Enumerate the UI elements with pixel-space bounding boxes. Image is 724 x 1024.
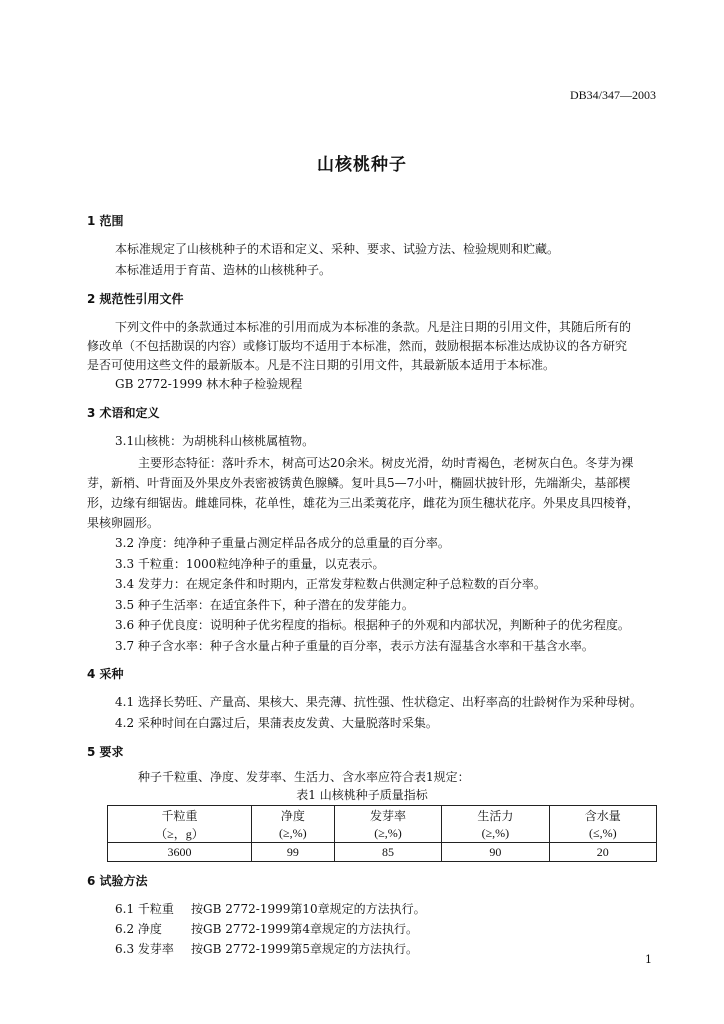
method-6-3-label: 6.3 发芽率 — [115, 942, 174, 956]
table-unit-cell: (≤,%) — [549, 824, 656, 843]
method-6-2 — [115, 920, 418, 937]
table-unit-cell: (≥,%) — [334, 824, 441, 843]
method-6-2-label: 6.2 净度 — [115, 922, 162, 936]
definition-3-7: 3.7 种子含水率：种子含水量占种子重量的百分率，表示方法有湿基含水率和干基含水率。 — [115, 639, 594, 653]
definition-3-1-morphology-line-3: 形，边缘有细锯齿。雌雄同株，花单性，雄花为三出柔荑花序，雌花为顶生穗状花序。外果皮具四棱脊， — [87, 496, 640, 510]
section-1-paragraph-1: 本标准规定了山核桃种子的术语和定义、采种、要求、试验方法、检验规则和贮藏。 — [115, 242, 560, 256]
item-4-1: 4.1 选择长势旺、产量高、果核大、果壳薄、抗性强、性状稳定、出籽率高的壮龄树作为采种母树。 — [115, 695, 642, 709]
table-cell: 90 — [442, 843, 549, 862]
document-title: 山核桃种子 — [317, 155, 407, 175]
table-header-cell: 发芽率 — [334, 806, 441, 825]
table-header-cell: 千粒重 — [108, 806, 252, 825]
quality-table — [107, 805, 657, 862]
method-6-1-label: 6.1 千粒重 — [115, 902, 174, 916]
definition-3-4: 3.4 发芽力：在规定条件和时期内，正常发芽粒数占供测定种子总粒数的百分率。 — [115, 577, 546, 591]
table-header-cell: 生活力 — [442, 806, 549, 825]
table-unit-cell: (≥,%) — [251, 824, 334, 843]
page-number: 1 — [645, 953, 652, 966]
definition-3-1: 3.1山核桃：为胡桃科山核桃属植物。 — [115, 434, 315, 448]
table-row — [108, 843, 657, 862]
section-5-heading: 5 要求 — [87, 745, 124, 759]
table-1-caption: 表1 山核桃种子质量指标 — [296, 788, 428, 802]
table-header-row — [108, 806, 657, 825]
section-2-paragraph-line-1: 下列文件中的条款通过本标准的引用而成为本标准的条款。凡是注日期的引用文件，其随后所有的 — [115, 320, 632, 334]
method-6-2-text: 按GB 2772-1999第4章规定的方法执行。 — [191, 922, 418, 936]
definition-3-1-morphology-line-2: 芽，新梢、叶背面及外果皮外表密被锈黄色腺鳞。复叶具5—7小叶，椭圆状披针形，先端渐尖，基部楔 — [87, 476, 631, 490]
method-6-3 — [115, 940, 418, 957]
item-4-2: 4.2 采种时间在白露过后，果蒲表皮发黄、大量脱落时采集。 — [115, 716, 438, 730]
table-unit-row — [108, 824, 657, 843]
table-cell: 99 — [251, 843, 334, 862]
definition-3-5: 3.5 种子生活率：在适宜条件下，种子潜在的发芽能力。 — [115, 598, 414, 612]
method-6-1 — [115, 900, 426, 917]
section-1-heading: 1 范围 — [87, 214, 124, 228]
section-5-intro: 种子千粒重、净度、发芽率、生活力、含水率应符合表1规定： — [138, 770, 470, 784]
table-unit-cell: （≥，g） — [108, 824, 252, 843]
method-6-3-text: 按GB 2772-1999第5章规定的方法执行。 — [191, 942, 418, 956]
section-2-paragraph-line-2: 修改单（不包括勘误的内容）或修订版均不适用于本标准，然而，鼓励根据本标准达成协议的各方研究 — [87, 339, 628, 353]
section-4-heading: 4 采种 — [87, 667, 124, 681]
standard-number: DB34/347—2003 — [569, 88, 656, 102]
definition-3-1-morphology-line-1: 主要形态特征：落叶乔木，树高可达20余米。树皮光滑，幼时青褐色，老树灰白色。冬芽为裸 — [138, 456, 634, 470]
table-cell: 20 — [549, 843, 656, 862]
table-cell: 85 — [334, 843, 441, 862]
section-2-reference: GB 2772-1999 林木种子检验规程 — [115, 377, 303, 391]
section-2-heading: 2 规范性引用文件 — [87, 292, 184, 306]
section-2-paragraph-line-3: 是否可使用这些文件的最新版本。凡是不注日期的引用文件，其最新版本适用于本标准。 — [87, 358, 556, 372]
table-header-cell: 含水量 — [549, 806, 656, 825]
definition-3-6: 3.6 种子优良度：说明种子优劣程度的指标。根据种子的外观和内部状况，判断种子的优劣程度。 — [115, 618, 630, 632]
table-cell: 3600 — [108, 843, 252, 862]
table-unit-cell: (≥,%) — [442, 824, 549, 843]
section-1-paragraph-2: 本标准适用于育苗、造林的山核桃种子。 — [115, 263, 332, 277]
definition-3-1-morphology-line-4: 果核卵圆形。 — [87, 516, 160, 530]
method-6-1-text: 按GB 2772-1999第10章规定的方法执行。 — [191, 902, 426, 916]
definition-3-2: 3.2 净度：纯净种子重量占测定样品各成分的总重量的百分率。 — [115, 536, 450, 550]
table-header-cell: 净度 — [251, 806, 334, 825]
definition-3-3: 3.3 千粒重：1000粒纯净种子的重量，以克表示。 — [115, 557, 385, 571]
section-3-heading: 3 术语和定义 — [87, 406, 160, 420]
section-6-heading: 6 试验方法 — [87, 874, 148, 888]
